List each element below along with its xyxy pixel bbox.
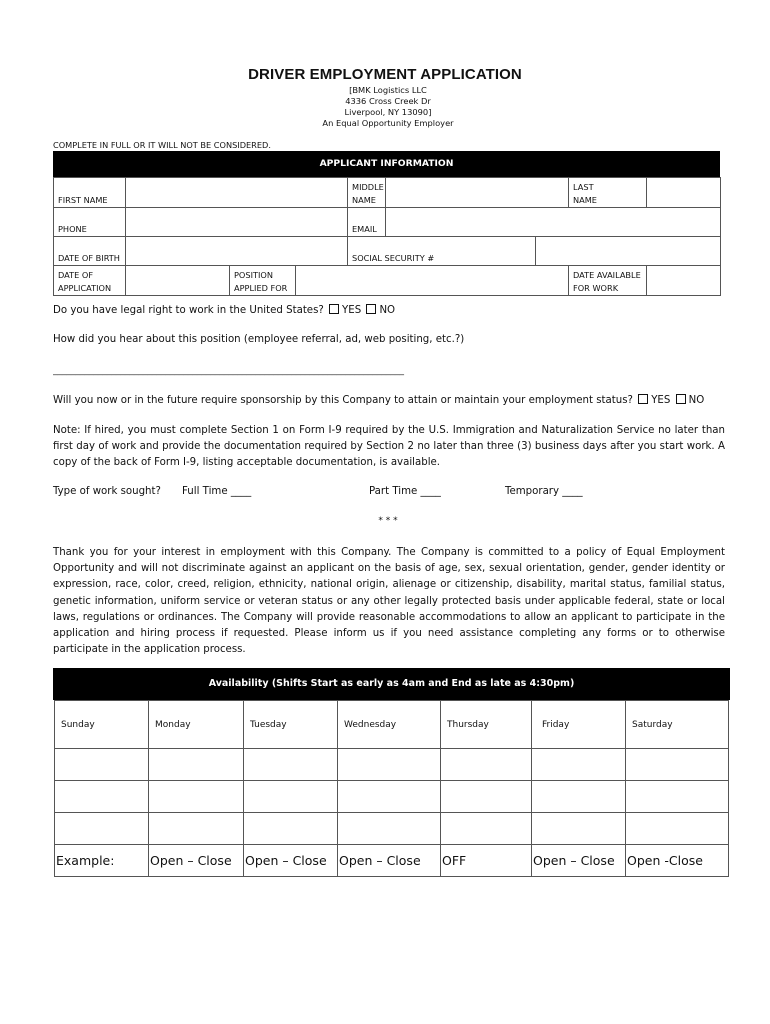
date-of-application-field[interactable] [126, 266, 230, 296]
availability-cell[interactable] [55, 813, 149, 845]
example-tuesday: Open – Close [244, 845, 338, 877]
i9-note: Note: If hired, you must complete Section 1 on Form I-9 required by the U.S. Immigration and Naturalization Service no later than first day of work and provide the documentation required by Section 2 no later than three (3) business days after you start work. A copy of the back of Form I-9, listing acceptable documentation, is available. [53, 425, 725, 469]
availability-cell[interactable] [55, 781, 149, 813]
last-name-label: LAST NAME [569, 178, 647, 208]
legal-right-no-label: NO [379, 305, 396, 316]
first-name-label: FIRST NAME [54, 178, 126, 208]
example-saturday: Open -Close [626, 845, 729, 877]
availability-cell[interactable] [532, 749, 626, 781]
availability-cell[interactable] [626, 813, 729, 845]
example-monday: Open – Close [149, 845, 244, 877]
applicant-info-header: APPLICANT INFORMATION [53, 151, 720, 177]
day-header-thursday: Thursday [441, 701, 532, 749]
example-label: Example: [55, 845, 149, 877]
day-header-wednesday: Wednesday [338, 701, 441, 749]
date-of-application-label: DATE OF APPLICATION [54, 266, 126, 296]
availability-cell[interactable] [55, 749, 149, 781]
completion-notice: COMPLETE IN FULL OR IT WILL NOT BE CONSIDERED. [53, 140, 271, 150]
phone-label: PHONE [54, 208, 126, 237]
availability-cell[interactable] [149, 781, 244, 813]
legal-right-question: Do you have legal right to work in the United States? YES NO [53, 305, 396, 316]
day-header-friday: Friday [532, 701, 626, 749]
eeo-tagline: An Equal Opportunity Employer [322, 118, 454, 128]
availability-cell[interactable] [338, 781, 441, 813]
company-address-line2: Liverpool, NY 13090] [344, 107, 432, 117]
applicant-info-table [53, 177, 721, 296]
date-available-label: DATE AVAILABLE FOR WORK [569, 266, 647, 296]
example-wednesday: Open – Close [338, 845, 441, 877]
company-name: [BMK Logistics LLC [349, 85, 427, 95]
availability-cell[interactable] [441, 749, 532, 781]
middle-name-field[interactable] [386, 178, 569, 208]
sponsorship-no-label: NO [688, 395, 705, 406]
position-field[interactable] [296, 266, 569, 296]
email-label: EMAIL [348, 208, 386, 237]
availability-cell[interactable] [532, 781, 626, 813]
date-available-field[interactable] [647, 266, 721, 296]
example-friday: Open – Close [532, 845, 626, 877]
ssn-label: SOCIAL SECURITY # [348, 237, 536, 266]
work-type-label: Type of work sought? [53, 486, 161, 497]
availability-cell[interactable] [149, 749, 244, 781]
sponsorship-no-checkbox[interactable] [676, 394, 686, 404]
email-field[interactable] [386, 208, 721, 237]
day-header-monday: Monday [149, 701, 244, 749]
position-label: POSITION APPLIED FOR [230, 266, 296, 296]
availability-cell[interactable] [244, 813, 338, 845]
availability-cell[interactable] [244, 749, 338, 781]
hear-about-question: How did you hear about this position (employee referral, ad, web positing, etc.?) [53, 334, 465, 345]
availability-header: Availability (Shifts Start as early as 4am and End as late as 4:30pm) [53, 668, 730, 700]
availability-cell[interactable] [441, 781, 532, 813]
day-header-sunday: Sunday [55, 701, 149, 749]
availability-cell[interactable] [338, 749, 441, 781]
company-address-line1: 4336 Cross Creek Dr [345, 96, 431, 106]
availability-cell[interactable] [626, 781, 729, 813]
hear-about-answer-line[interactable]: ______________________________________________________________________________ [53, 366, 404, 376]
part-time-option[interactable]: Part Time ____ [369, 486, 441, 497]
day-header-saturday: Saturday [626, 701, 729, 749]
availability-cell[interactable] [626, 749, 729, 781]
legal-right-yes-label: YES [342, 305, 362, 316]
sponsorship-yes-label: YES [651, 395, 671, 406]
day-header-tuesday: Tuesday [244, 701, 338, 749]
availability-cell[interactable] [338, 813, 441, 845]
dob-field[interactable] [126, 237, 348, 266]
last-name-field[interactable] [647, 178, 721, 208]
legal-right-no-checkbox[interactable] [366, 304, 376, 314]
section-separator: * * * [378, 516, 398, 526]
sponsorship-question: Will you now or in the future require sponsorship by this Company to attain or maintain your employment status? YES NO [53, 395, 705, 406]
temporary-option[interactable]: Temporary ____ [505, 486, 583, 497]
first-name-field[interactable] [126, 178, 348, 208]
form-title: DRIVER EMPLOYMENT APPLICATION [248, 66, 522, 83]
availability-cell[interactable] [532, 813, 626, 845]
availability-cell[interactable] [244, 781, 338, 813]
example-thursday: OFF [441, 845, 532, 877]
availability-table [54, 700, 729, 877]
dob-label: DATE OF BIRTH [54, 237, 126, 266]
legal-right-yes-checkbox[interactable] [329, 304, 339, 314]
full-time-option[interactable]: Full Time ____ [182, 486, 252, 497]
ssn-field[interactable] [536, 237, 721, 266]
middle-name-label: MIDDLE NAME [348, 178, 386, 208]
availability-cell[interactable] [441, 813, 532, 845]
phone-field[interactable] [126, 208, 348, 237]
eeo-statement: Thank you for your interest in employment with this Company. The Company is committed to a policy of Equal Employment Opportunity and will not discriminate against an applicant on the basis of age, sex, sexual orientation, gender, gender identity or expression, race, color, creed, religion, ethnicity, national origin, alienage or citizenship, disability, marital status, familial status, genetic information, uniform service or veteran status or any other legally protected basis under applicable federal, state or local laws, regulations or ordinances. The Company will provide reasonable accommodations to allow an applicant to participate in the application and hiring process if requested. Please inform us if you need assistance completing any forms or to otherwise participate in the application process. [53, 547, 725, 656]
availability-cell[interactable] [149, 813, 244, 845]
sponsorship-yes-checkbox[interactable] [638, 394, 648, 404]
